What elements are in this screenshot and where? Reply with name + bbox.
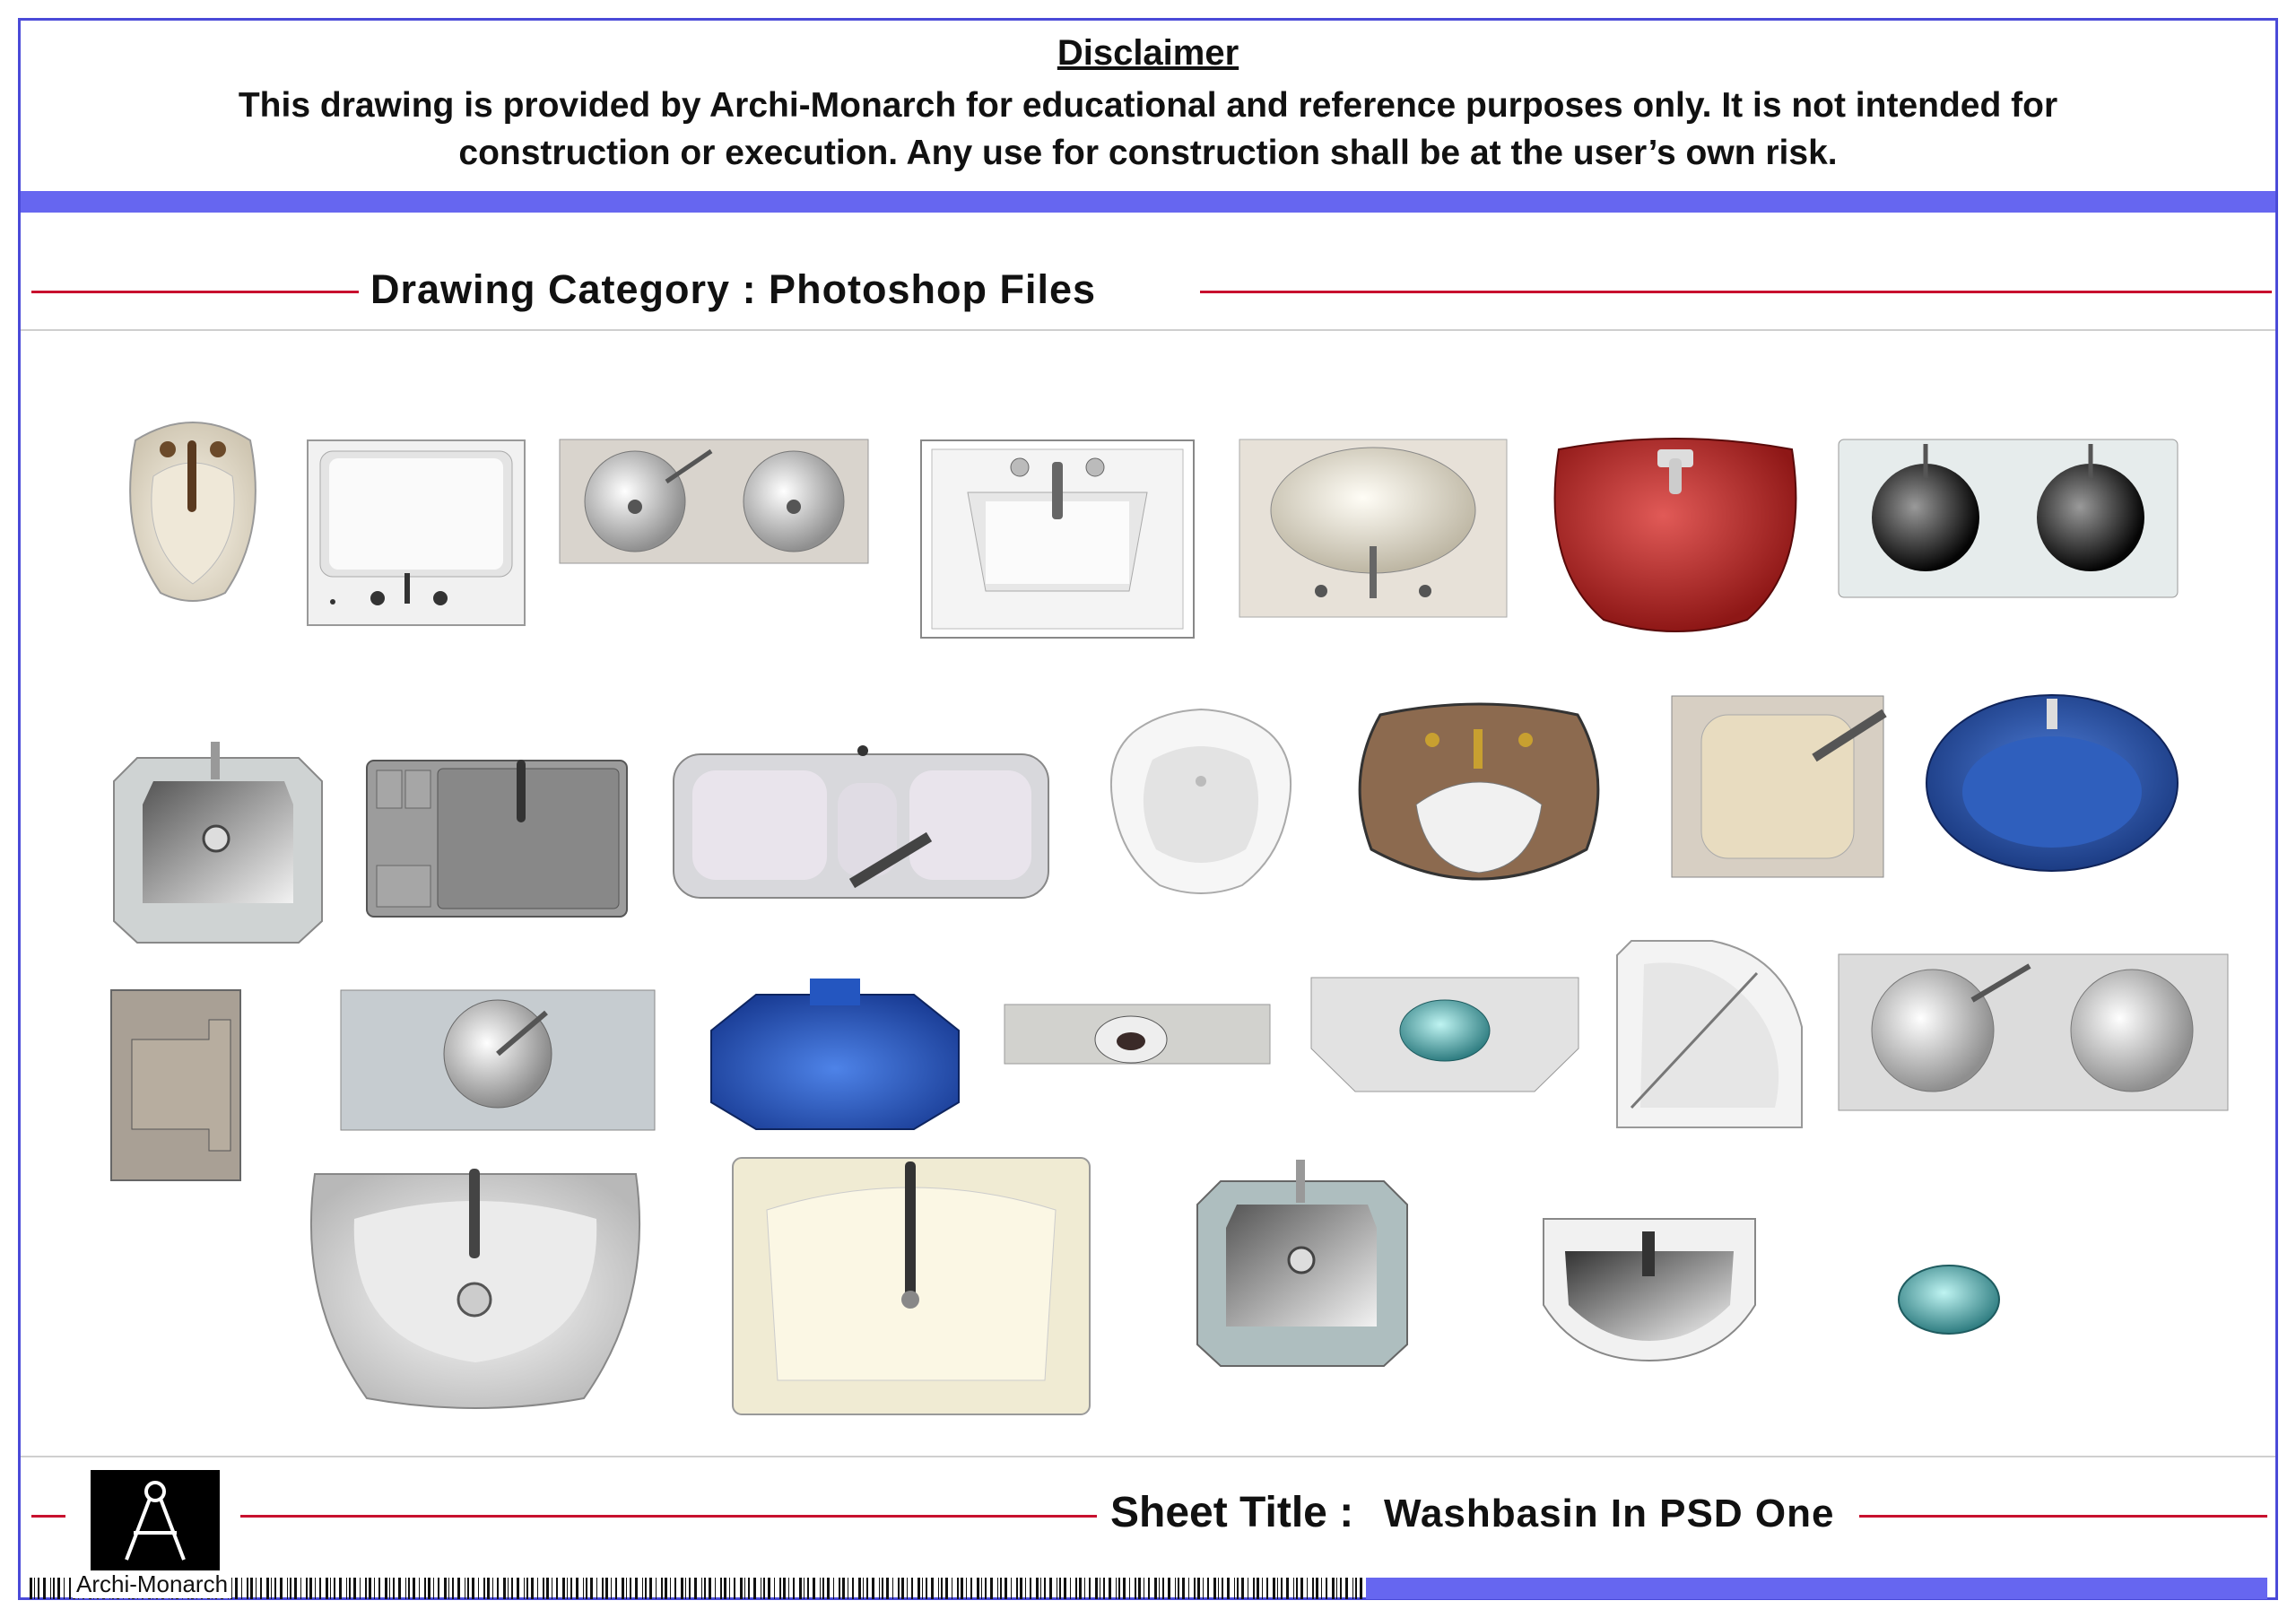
barcode-bar: [1020, 1578, 1022, 1599]
barcode-bar: [1123, 1578, 1126, 1599]
barcode-bar: [1345, 1578, 1348, 1599]
barcode-bar: [256, 1578, 257, 1599]
barcode-bar: [235, 1578, 238, 1599]
barcode-bar: [531, 1578, 534, 1599]
barcode-bar: [670, 1578, 671, 1599]
barcode-bar: [444, 1578, 447, 1599]
barcode-bar: [1095, 1578, 1098, 1599]
barcode-bar: [433, 1578, 434, 1599]
barcode-bar: [438, 1578, 439, 1599]
barcode-bar: [483, 1578, 485, 1599]
barcode-bar: [1159, 1578, 1160, 1599]
barcode-bar: [472, 1578, 474, 1599]
barcode-bar: [941, 1578, 943, 1599]
washbasin-small-teal: [1897, 1264, 2001, 1335]
washbasin-marble-teal: [1310, 977, 1579, 1093]
barcode-bar: [457, 1578, 460, 1599]
barcode-bar: [1316, 1578, 1318, 1599]
washbasin-rect-white-counter: [306, 439, 526, 627]
barcode-bar: [852, 1578, 854, 1599]
footer-rule-left: [31, 1515, 65, 1518]
barcode-bar: [768, 1578, 770, 1599]
barcode-bar: [724, 1578, 726, 1599]
barcode-bar: [50, 1578, 51, 1599]
washbasin-square-cream: [1671, 695, 1897, 878]
barcode-bar: [1203, 1578, 1204, 1599]
barcode-bar: [615, 1578, 617, 1599]
washbasin-large-cream: [731, 1156, 1091, 1416]
barcode-bar: [926, 1578, 927, 1599]
barcode-bar: [793, 1578, 795, 1599]
barcode-bar: [709, 1578, 711, 1599]
washbasin-blue-wall: [702, 977, 968, 1135]
barcode-bar: [1227, 1578, 1230, 1599]
barcode-bar: [1118, 1578, 1120, 1599]
barcode-bar: [1266, 1578, 1268, 1599]
barcode-bar: [1084, 1578, 1085, 1599]
barcode-bar: [374, 1578, 375, 1599]
barcode-bar: [389, 1578, 390, 1599]
barcode-bar: [69, 1578, 71, 1599]
barcode-bar: [586, 1578, 587, 1599]
barcode-bar: [911, 1578, 913, 1599]
barcode-bar: [642, 1578, 643, 1599]
barcode-bar: [452, 1578, 454, 1599]
washbasin-wall-hung-white: [1542, 1215, 1757, 1362]
barcode-bar: [1336, 1578, 1337, 1599]
footer-rule-middle: [240, 1515, 1097, 1518]
barcode-bar: [957, 1578, 959, 1599]
footer-rule-right: [1859, 1515, 2267, 1518]
barcode-bar: [365, 1578, 367, 1599]
barcode-bar: [1257, 1578, 1259, 1599]
barcode-bar: [300, 1578, 301, 1599]
barcode-bar: [492, 1578, 493, 1599]
barcode-bar: [1197, 1578, 1200, 1599]
barcode-bar: [583, 1578, 584, 1599]
barcode-bar: [1332, 1578, 1335, 1599]
barcode-bar: [1355, 1578, 1357, 1599]
washbasin-double-marble-1: [559, 439, 869, 564]
barcode-bar: [1281, 1578, 1283, 1599]
barcode-bar: [546, 1578, 549, 1599]
barcode-bar: [478, 1578, 479, 1599]
barcode-bar: [1178, 1578, 1179, 1599]
barcode-bar: [981, 1578, 982, 1599]
barcode-bar: [353, 1578, 356, 1599]
barcode-bar: [970, 1578, 972, 1599]
barcode-bar: [1011, 1578, 1012, 1599]
barcode-bar: [753, 1578, 756, 1599]
barcode-bar: [1109, 1578, 1111, 1599]
barcode-bar: [882, 1578, 883, 1599]
barcode-bar: [783, 1578, 786, 1599]
barcode-bar: [556, 1578, 558, 1599]
barcode-bar: [247, 1578, 248, 1599]
barcode-bar: [611, 1578, 612, 1599]
barcode-bar: [602, 1578, 604, 1599]
barcode-bar: [1307, 1578, 1308, 1599]
barcode-bar: [334, 1578, 335, 1599]
barcode-bar: [938, 1578, 939, 1599]
washbasin-corner-white: [1613, 937, 1805, 1131]
barcode-bar: [346, 1578, 347, 1599]
barcode-bar: [1075, 1578, 1077, 1599]
barcode-bar: [907, 1578, 908, 1599]
sheet-title-label: Sheet Title :: [1110, 1489, 1354, 1536]
sheet-title-value: Washbasin In PSD One: [1384, 1492, 1835, 1535]
barcode-bar: [260, 1578, 262, 1599]
barcode-bar: [1253, 1578, 1255, 1599]
barcode-bar: [1138, 1578, 1141, 1599]
barcode-bar: [1079, 1578, 1082, 1599]
barcode-bar: [656, 1578, 657, 1599]
washbasin-double-white-sink: [673, 738, 1049, 900]
barcode-bar: [997, 1578, 998, 1599]
barcode-bar: [1070, 1578, 1071, 1599]
barcode-bar: [378, 1578, 380, 1599]
barcode-bar: [524, 1578, 525, 1599]
barcode-bar: [839, 1578, 840, 1599]
washbasin-marble-shell-gold: [1344, 697, 1613, 900]
barcode-bar: [1293, 1578, 1294, 1599]
title-block: [21, 1456, 2275, 1605]
barcode-bar: [315, 1578, 316, 1599]
barcode-bar: [626, 1578, 627, 1599]
barcode-bar: [1340, 1578, 1342, 1599]
archi-monarch-logo: [91, 1470, 220, 1570]
barcode-bar: [339, 1578, 342, 1599]
barcode-bar: [497, 1578, 499, 1599]
barcode-bar: [53, 1578, 55, 1599]
barcode-bar: [985, 1578, 987, 1599]
barcode-bar: [1352, 1578, 1353, 1599]
barcode-bar: [1064, 1578, 1066, 1599]
barcode-bar: [1188, 1578, 1189, 1599]
barcode-bar: [1300, 1578, 1303, 1599]
washbasin-trough-taupe: [110, 989, 241, 1181]
barcode-bar: [287, 1578, 288, 1599]
barcode-bar: [57, 1578, 60, 1599]
washbasin-oval-beige: [117, 413, 268, 604]
barcode-bar: [290, 1578, 291, 1599]
washbasin-grey-sink-drainer: [366, 760, 628, 918]
washbasin-red-pedestal: [1541, 431, 1810, 638]
barcode-bar: [822, 1578, 824, 1599]
logo-text: Archi-Monarch: [73, 1570, 231, 1598]
barcode-bar: [779, 1578, 781, 1599]
barcode-bar: [1277, 1578, 1278, 1599]
barcode-bar: [833, 1578, 834, 1599]
washbasin-blue-oval: [1924, 692, 2180, 874]
barcode-bar: [280, 1578, 283, 1599]
barcode-bar: [349, 1578, 351, 1599]
barcode-bar: [866, 1578, 868, 1599]
barcode-bar: [385, 1578, 387, 1599]
barcode-bar: [1175, 1578, 1176, 1599]
barcode-bar: [424, 1578, 426, 1599]
barcode-bar: [562, 1578, 565, 1599]
barcode-bar: [931, 1578, 934, 1599]
barcode-bar: [1360, 1578, 1362, 1599]
barcode-bar: [1234, 1578, 1235, 1599]
barcode-bar: [966, 1578, 967, 1599]
washbasin-double-marble-2: [1838, 953, 2229, 1111]
barcode-bar: [1116, 1578, 1117, 1599]
barcode-bar: [503, 1578, 506, 1599]
barcode-bar: [892, 1578, 893, 1599]
barcode-bar: [807, 1578, 809, 1599]
barcode-bar: [1326, 1578, 1327, 1599]
barcode-bar: [1089, 1578, 1091, 1599]
category-row: [21, 213, 2275, 331]
barcode-bar: [694, 1578, 697, 1599]
barcode-bar: [1025, 1578, 1026, 1599]
barcode-bar: [820, 1578, 821, 1599]
barcode-bar: [467, 1578, 469, 1599]
barcode-bar: [590, 1578, 593, 1599]
barcode-bar: [813, 1578, 815, 1599]
barcode-bar: [271, 1578, 272, 1599]
barcode-bar: [685, 1578, 686, 1599]
header-band: [21, 191, 2275, 213]
washbasin-long-counter-small: [1004, 1004, 1271, 1072]
barcode-bar: [393, 1578, 395, 1599]
barcode-bar: [405, 1578, 406, 1599]
barcode-bar: [1044, 1578, 1046, 1599]
barcode-bar: [38, 1578, 39, 1599]
barcode-bar: [1241, 1578, 1244, 1599]
barcode-bar: [543, 1578, 544, 1599]
barcode-bar: [1218, 1578, 1219, 1599]
barcode-bar: [827, 1578, 830, 1599]
drawing-sheet: [18, 18, 2278, 1600]
barcode-bar: [250, 1578, 253, 1599]
barcode-bar: [330, 1578, 331, 1599]
barcode-bar: [898, 1578, 900, 1599]
barcode-bar: [740, 1578, 743, 1599]
barcode-bar: [517, 1578, 519, 1599]
barcode-bar: [701, 1578, 702, 1599]
barcode-bar: [681, 1578, 683, 1599]
barcode-bar: [715, 1578, 716, 1599]
barcode-bar: [1194, 1578, 1196, 1599]
barcode-bar: [326, 1578, 328, 1599]
barcode-bar: [1040, 1578, 1041, 1599]
washbasin-octagon-grey-2: [1196, 1160, 1409, 1368]
barcode-bar: [30, 1578, 32, 1599]
barcode-bar: [1030, 1578, 1031, 1599]
barcode-bar: [596, 1578, 597, 1599]
disclaimer-line-2: construction or execution. Any use for construction shall be at the user’s own risk.: [458, 134, 1838, 172]
barcode-bar: [34, 1578, 35, 1599]
barcode-bar: [511, 1578, 513, 1599]
barcode-bar: [674, 1578, 676, 1599]
barcode-bar: [734, 1578, 735, 1599]
barcode-bar: [863, 1578, 864, 1599]
barcode-bar: [576, 1578, 578, 1599]
barcode-bar: [748, 1578, 750, 1599]
barcode-bar: [1135, 1578, 1136, 1599]
barcode-bar: [918, 1578, 920, 1599]
barcode-bar: [360, 1578, 361, 1599]
barcode-bar: [622, 1578, 624, 1599]
footer-band: [1366, 1578, 2267, 1599]
barcode-bar: [858, 1578, 861, 1599]
barcode-bar: [274, 1578, 276, 1599]
washbasin-large-white-1: [297, 1165, 654, 1414]
washbasin-counter-radial: [340, 989, 656, 1131]
barcode-bar: [945, 1578, 948, 1599]
washbasin-shell-white: [1099, 706, 1303, 898]
barcode-bar: [294, 1578, 297, 1599]
barcode-bar: [842, 1578, 845, 1599]
barcode-bar: [720, 1578, 722, 1599]
barcode-bar: [1182, 1578, 1185, 1599]
barcode-bar: [43, 1578, 46, 1599]
barcode-bar: [1162, 1578, 1164, 1599]
barcode-bar: [1296, 1578, 1298, 1599]
barcode-bar: [661, 1578, 663, 1599]
barcode-bar: [448, 1578, 449, 1599]
category-rule-right: [1200, 291, 2272, 293]
barcode-bar: [1049, 1578, 1052, 1599]
barcode-bar: [922, 1578, 923, 1599]
barcode-bar: [398, 1578, 401, 1599]
barcode-bar: [1059, 1578, 1061, 1599]
barcode-bar: [567, 1578, 568, 1599]
washbasin-rect-vanity: [919, 439, 1196, 639]
barcode-bar: [799, 1578, 802, 1599]
barcode-bar: [570, 1578, 572, 1599]
barcode-bar: [413, 1578, 415, 1599]
barcode-bar: [1004, 1578, 1007, 1599]
disclaimer-line-1: This drawing is provided by Archi-Monarch for educational and reference purposes only. It is not intended for: [238, 86, 2058, 125]
compass-icon: [91, 1470, 220, 1570]
barcode-bar: [537, 1578, 538, 1599]
barcode-bar: [630, 1578, 631, 1599]
barcode-bar: [872, 1578, 874, 1599]
barcode-bar: [645, 1578, 647, 1599]
barcode-bar: [1129, 1578, 1130, 1599]
washbasin-gallery: [21, 331, 2275, 1479]
barcode-bar: [508, 1578, 509, 1599]
barcode-bar: [901, 1578, 904, 1599]
barcode-bar: [1312, 1578, 1314, 1599]
barcode-bar: [788, 1578, 789, 1599]
barcode-bar: [487, 1578, 490, 1599]
barcode-bar: [1103, 1578, 1105, 1599]
barcode-bar: [977, 1578, 979, 1599]
barcode-bar: [1207, 1578, 1209, 1599]
barcode-bar: [428, 1578, 430, 1599]
washbasin-double-black: [1838, 439, 2179, 598]
disclaimer-title: Disclaimer: [1057, 33, 1239, 73]
washbasin-marble-oval-beige: [1239, 439, 1508, 618]
barcode-bar: [990, 1578, 993, 1599]
barcode-bar: [635, 1578, 638, 1599]
barcode-bar: [704, 1578, 706, 1599]
barcode-bar: [64, 1578, 65, 1599]
barcode-bar: [419, 1578, 420, 1599]
barcode-bar: [1016, 1578, 1018, 1599]
barcode-bar: [1036, 1578, 1039, 1599]
barcode-bar: [961, 1578, 963, 1599]
barcode-bar: [1237, 1578, 1239, 1599]
barcode-bar: [605, 1578, 608, 1599]
barcode-bar: [1213, 1578, 1216, 1599]
barcode-bar: [369, 1578, 371, 1599]
barcode-bar: [744, 1578, 745, 1599]
barcode-bar: [886, 1578, 889, 1599]
barcode-bar: [763, 1578, 765, 1599]
barcode-bar: [1154, 1578, 1157, 1599]
category-label: Drawing Category : Photoshop Files: [370, 266, 1097, 312]
barcode-bar: [526, 1578, 528, 1599]
barcode-bar: [1262, 1578, 1263, 1599]
barcode-bar: [665, 1578, 667, 1599]
barcode-bar: [879, 1578, 880, 1599]
barcode-bar: [266, 1578, 269, 1599]
disclaimer-block: [21, 21, 2275, 187]
barcode-bar: [1222, 1578, 1223, 1599]
barcode-bar: [1321, 1578, 1322, 1599]
barcode-bar: [774, 1578, 775, 1599]
barcode-bar: [1168, 1578, 1170, 1599]
barcode-bar: [729, 1578, 730, 1599]
barcode-bar: [241, 1578, 242, 1599]
barcode-bar: [1273, 1578, 1275, 1599]
barcode-bar: [309, 1578, 312, 1599]
disclaimer-text: [92, 82, 2204, 177]
category-rule-left: [31, 291, 359, 293]
barcode-bar: [1148, 1578, 1150, 1599]
barcode-bar: [1000, 1578, 1002, 1599]
barcode-bar: [408, 1578, 410, 1599]
barcode-bar: [1286, 1578, 1289, 1599]
barcode-bar: [319, 1578, 321, 1599]
barcode-bar: [649, 1578, 652, 1599]
barcode-bar: [306, 1578, 308, 1599]
washbasin-octagon-grey-1: [110, 742, 326, 944]
barcode-bar: [689, 1578, 691, 1599]
